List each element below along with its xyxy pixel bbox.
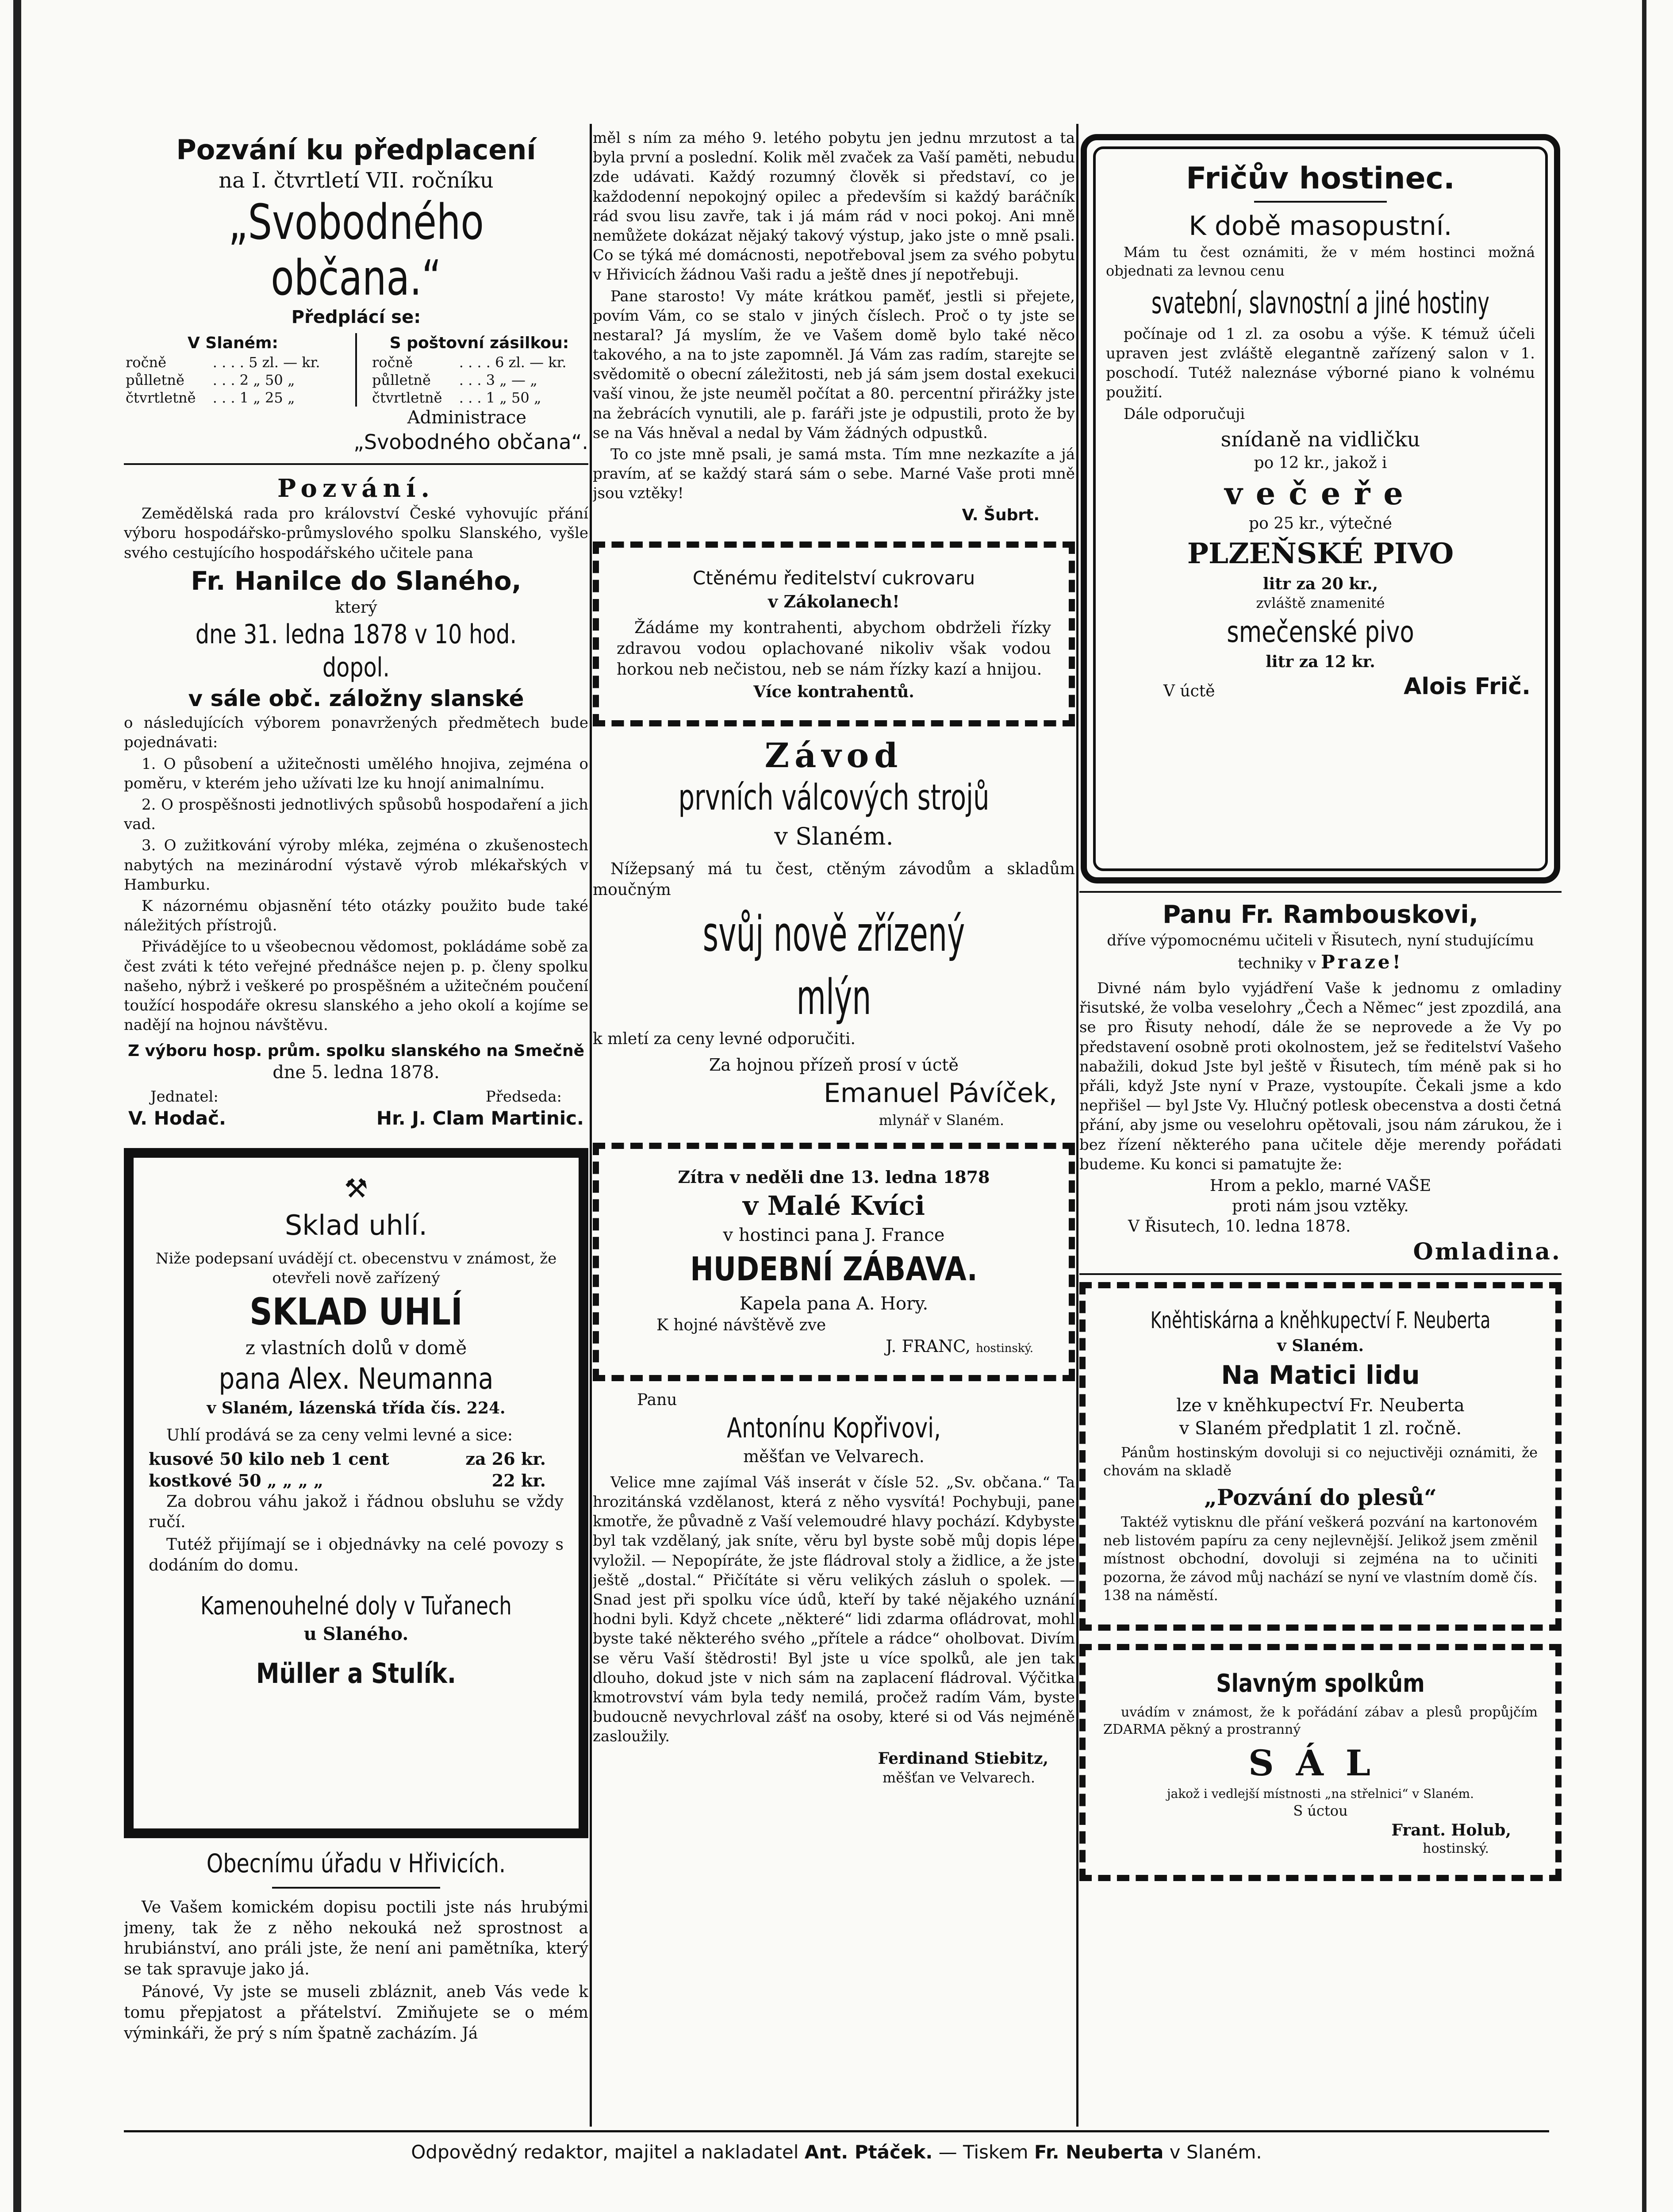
letter-paragraph: Ve Vašem komickém dopisu poctili jste nás hrubými jmeny, tak že z něho nekouká než sprostnost a hrubiánství, ano práli jste, že není ani pamětníka, který se tak spravuje jako já. — [124, 1898, 588, 1979]
hall-title: Slavným spolkům — [1216, 1669, 1425, 1698]
sugar-signature: Více kontrahentů. — [753, 683, 914, 702]
price-table-local-rows — [124, 353, 342, 407]
rambousek-verse-2: proti nám jsou vztěky. — [1232, 1197, 1409, 1216]
price-table-post — [370, 333, 588, 407]
coal-title: Sklad uhlí. — [284, 1209, 428, 1242]
column-1 — [124, 128, 588, 2091]
coal-orders: Tutéž přijímají se i objednávky na celé povozy s dodáním do domu. — [149, 1536, 564, 1575]
inn-beer-2: smečenské pivo — [1227, 614, 1414, 649]
divider — [124, 463, 588, 465]
inn-breakfast-price: po 12 kr., jakož i — [1254, 453, 1387, 472]
dance-big: HUDEBNÍ ZÁBAVA. — [690, 1250, 978, 1289]
hall-big: SÁL — [1248, 1742, 1393, 1784]
price-table-divider — [355, 333, 357, 407]
crossed-hammers-icon: ⚒ — [344, 1173, 368, 1205]
letter-paragraph: Pánové, Vy jste se museli zbláznit, aneb Vás vede k tomu přepjatost a přátelství. Zmiňujete se o mém výminkáři, že prý s ním špatně zacházím. Já — [124, 1982, 588, 2043]
inn-beer: PLZEŇSKÉ PIVO — [1187, 537, 1454, 570]
imprint-editor: Ant. Ptáček. — [804, 2141, 933, 2163]
coal-lead: Niže podepsaní uvádějí ct. obecenstvu v známost, že otevřeli nově zařízený — [155, 1250, 557, 1287]
coal-mine: Kamenouhelné doly v Tuřanech — [200, 1591, 512, 1621]
mill-role: mlynář v Slaném. — [879, 1112, 1004, 1129]
title-underline — [272, 1887, 440, 1889]
mill-name: Emanuel Pávíček, — [824, 1078, 1057, 1109]
rambousek-body: Divné nám bylo vyjádření Vaše k jednomu z omladiny řisutské, že volba veselohry „Čech a Němec“ jest zpozdilá, ana se pro Řisuty nehodí, dále že se neprovede a že Vy po představení osobně proti okolnostem, jež se ředitelství Vašeho nabažili, dokud Jste byl ještě v Řisutech, tím méně pak si ho přáli, když Jste nyní v Praze, vystoupíte. Čekali jsme a kdo nepřišel — byl Jste Vy. Hlučný potlesk obecenstva a dosti četná přání, aby jsme ou veselohru opětovali, jsou nám zárukou, že i bez řízení některého pana učitele děje merendy pořádati budeme. Ku konci si pamatujte že: — [1079, 979, 1562, 1173]
lecture-invite: Přivádějíce to u všeobecnou vědomost, pokládáme sobě za čest zváti k této veřejné přednášce nejen p. p. členy spolku našeho, nýbrž i veškeré po prospěšném a užitečném poučení toužící hospodáře okresu slanského a jeho okolí a kojíme se nadějí na hojnou návštěvu. — [124, 938, 588, 1034]
coal-price-1 — [149, 1448, 564, 1470]
lecture-note: K názornému objasnění této otázky použito bude také náležitých přístrojů. — [124, 897, 588, 935]
kopriva-body: Velice mne zajímal Váš inserát v čísle 52. „Sv. občana.“ Ta hrozitánská vzdělanost, která z něho vysvítá! Pochybuji, pane kmotře, že půvadně z Vaší velemoudré hlavy pochází. Kdybyste byl tak vzdělaný, jak sníte, věru byl byste sobě můj dopis lépe vyložil. — Nepopíráte, že jste fládroval stoly a židlice, a že jste ještě „dostal.“ Přičítáte si věru velikých zásluh o spolek. — Snad jest při spolku více údů, kteří by také nějakého uznání hodni byli. Když chcete „některé“ lidi zdarma ofládrovat, mohl byste také některého svého „přítele a rádce“ oholbovat. Divím se věru Vaší štědrosti! Byl jste u více spolků, ale jen tak dlouho, dokud jste v nich sám na zaplacení fládroval. Výčitka kmotrovství vám byla tedy nemilá, pročež radím Vám, byste budoucně nevychrloval zášť na osoby, které si od Vás nejméně zasloužily. — [593, 1473, 1075, 1746]
hall-lead: uvádím v známost, že k pořádání zábav a plesů propůjčím ZDARMA pěkný a prostranný — [1103, 1704, 1538, 1737]
mill-subtitle: prvních válcových strojů — [678, 776, 990, 818]
bookshop-invitations: „Pozvání do plesů“ — [1204, 1484, 1437, 1510]
admin-line-1: Administrace — [407, 407, 526, 428]
hall-signature: Frant. Holub, — [1391, 1820, 1511, 1839]
newspaper-name: „Svobodného občana.“ — [228, 193, 484, 307]
signature-right: Hr. J. Clam Martinic. — [376, 1107, 584, 1129]
letter-paragraph: měl s ním za mého 9. letého pobytu jen jednu mrzutost a ta byla první a poslední. Kolik měl zvaček za Vaší paměti, nebudu zde udávati. Každý rozumný člověk si představí, co je každodenní nepokojný opilec a především si každý baráčník rád svou lisu zavře, tak i já mám rád v noci pokoj. Ani mně nemůžete dokázat nějaký takový výstup, jako jste o mně psali. Co se týká mé domácnosti, nepotřeboval jsem za svého pobytu v Hřivicích žádnou Vaši radu a ještě dnes jí nepotřebuji. — [593, 129, 1075, 284]
letter-signature: V. Šubrt. — [962, 506, 1040, 524]
rambousek-city: Praze! — [1321, 951, 1404, 973]
letter-to-hrivice — [124, 1847, 588, 2044]
inn-lead: Mám tu čest oznámiti, že v mém hostinci možná objednati za levnou cenu — [1106, 244, 1535, 279]
bookshop-title: Kněhtiskárna a kněhkupectví F. Neuberta — [1150, 1307, 1491, 1334]
letter-continuation — [593, 128, 1075, 526]
role-right: Předseda: — [485, 1087, 562, 1106]
kopriva-signature: Ferdinand Stiebitz, — [878, 1749, 1048, 1768]
bookshop-paragraph-2: Taktéž vytisknu dle přání veškerá pozvání na kartonovém neb listovém papíru za ceny nejlevnější. Jelikož jsem změnil místnost obchodní, dovoluji si zejména na to učiniti pozorna, že závod můj nachází se nyní ve vlastním domě čís. 138 na náměstí. — [1103, 1513, 1538, 1604]
coal-price-2-label: kostkové 50 „ „ „ „ — [149, 1471, 324, 1491]
hall-line: jakož i vedlejší místnosti „na střelnici“ v Slaném. — [1166, 1786, 1474, 1801]
mill-lead: Nížepsaný má tu čest, ctěným závodům a skladům moučným — [593, 860, 1075, 899]
coal-line: z vlastních dolů v domě — [245, 1337, 467, 1359]
imprint-printer: Fr. Neuberta — [1034, 2141, 1164, 2163]
bookshop-ad — [1079, 1282, 1562, 1631]
mill-big: svůj nově zřízený mlýn — [702, 905, 965, 1025]
price-table-post-head: S poštovní zásilkou: — [389, 334, 569, 353]
mill-place: v Slaném. — [774, 822, 894, 850]
letter-paragraph: Pane starosto! Vy máte krátkou paměť, jestli si přejete, povím Vám, co se stalo v jiných číslech. Proč o ty jste se nestaral? Já myslím, že ve Vašem domě bylo také něco takového, a na to jste zapomněl. Já Vám zas radím, starejte se svědomitě o obecní záležitosti, neb já sám jsem dostal exekuci vaší vinou, že jste neuměl počítat a 80. percentní přirážky jste na žebrácích vynutili, ale p. faráři jste je odpustili, proto že by se na Vás hněval a nedal by Vám žádných odpustků. — [593, 287, 1075, 442]
column-rule-right — [1076, 124, 1078, 2127]
role-left: Jednatel: — [150, 1087, 219, 1106]
lecture-date2: dne 5. ledna 1878. — [272, 1062, 440, 1083]
lecture-speaker: Fr. Hanilce do Slaného, — [191, 565, 522, 596]
letter-paragraph: To co jste mně psali, je samá msta. Tím mne nezkazíte a já pravím, ať se každý stará sám o sebe. Marné Vaše proti mně jsou vztěky! — [593, 445, 1075, 503]
letter-title: Obecnímu úřadu v Hřivicích. — [206, 1848, 506, 1879]
rambousek-sub — [1079, 931, 1562, 974]
inn-breakfast: snídaně na vidličku — [1220, 427, 1420, 451]
rambousek-verse-1: Hrom a peklo, marné VAŠE — [1209, 1176, 1431, 1195]
mill-tail: k mletí za ceny levné odporučiti. — [593, 1029, 856, 1048]
rambousek-sub-text: dříve výpomocnému učiteli v Řisutech, nyní studujícímu techniky v — [1107, 931, 1534, 973]
kopriva-signature-role: měšťan ve Velvarech. — [882, 1769, 1035, 1786]
inn-title: Fričův hostinec. — [1186, 161, 1455, 196]
imprint-text-2: — Tiskem — [938, 2141, 1028, 2163]
price-table-post-rows — [370, 353, 588, 407]
coal-price-2-value: 22 kr. — [491, 1471, 546, 1491]
coal-big: SKLAD UHLÍ — [249, 1290, 463, 1334]
coal-price-1-label: kusové 50 kilo neb 1 cent — [149, 1448, 389, 1469]
inn-paragraph: počínaje od 1 zl. za osobu a výše. K témuž účeli upraven jest zvláště elegantně zařízený salon v 1. poschodí. Tutéž naleznáse výborné piano k volnému použití. — [1106, 325, 1535, 402]
mill-title: Závod — [764, 735, 903, 775]
sugar-factory-notice — [593, 541, 1075, 726]
subscription-notice — [124, 133, 588, 455]
rambousek-title: Panu Fr. Rambouskovi, — [1163, 900, 1478, 929]
coal-price-2 — [149, 1470, 564, 1491]
sugar-title: Ctěnému ředitelství cukrovaru — [692, 567, 975, 589]
price-table-local-head: V Slaném: — [188, 334, 278, 353]
coal-owner: pana Alex. Neumanna — [219, 1362, 494, 1396]
inn-dinner: večeře — [1224, 475, 1416, 512]
inn-beer-note: zvláště znamenité — [1256, 594, 1385, 611]
kopriva-name: Antonínu Kopřivovi, — [727, 1411, 941, 1444]
mill-ask: Za hojnou přízeň prosí v úctě — [709, 1055, 959, 1075]
lecture-ktery: který — [335, 599, 377, 617]
dance-signature — [617, 1336, 1051, 1357]
hall-ad — [1079, 1644, 1562, 1881]
sugar-place: v Zákolanech! — [768, 591, 900, 612]
lecture-lead: o následujících výborem ponavržených předmětech bude pojednávati: — [124, 714, 588, 752]
inn-dinner-price: po 25 kr., výtečné — [1249, 514, 1392, 533]
price-table-local — [124, 333, 342, 407]
inn-beer-2-price: litr za 12 kr. — [1266, 652, 1375, 671]
kopriva-role: měšťan ve Velvarech. — [743, 1447, 925, 1467]
table-row: čtvrtletně . . . 1 „ 50 „ — [372, 389, 541, 407]
sugar-body: Žádáme my kontrahenti, abychom obdrželi řízky zdravou vodou oplachované nikoliv však vodou horkou neb nečistou, neb se nám řízky kazí a hnijou. — [617, 619, 1051, 679]
dance-line-2: v hostinci pana J. France — [723, 1225, 945, 1245]
footer-rule — [124, 2130, 1549, 2132]
dance-line-1: Zítra v neděli dne 13. ledna 1878 — [678, 1167, 990, 1187]
coal-promise: Za dobrou váhu jakož i řádnou obsluhu se vždy ručí. — [149, 1492, 564, 1532]
inn-signature: Alois Frič. — [1404, 673, 1531, 700]
inn-signature-row — [1106, 672, 1535, 702]
table-row: půlletně . . . 3 „ — „ — [372, 372, 537, 389]
lecture-date: dne 31. ledna 1878 v 10 hod. dopol. — [195, 619, 517, 684]
dance-signature-name: J. FRANC, — [886, 1336, 971, 1356]
coal-sale: Uhlí prodává se za ceny velmi levné a sice: — [166, 1426, 513, 1444]
subscription-title: Pozvání ku předplacení — [176, 134, 536, 166]
bookshop-line-1: lze v kněhkupectví Fr. Neuberta — [1176, 1395, 1465, 1416]
divider — [1079, 891, 1562, 893]
lecture-from: Z výboru hosp. prům. spolku slanského na Smečně — [127, 1042, 585, 1060]
kopriva-panu: Panu — [637, 1390, 677, 1409]
list-item: 3. O zužitkování výroby mléka, zejména o zkušenostech nabytých na mezinárodní výstavě výrob mlékařských v Hamburku. — [124, 837, 588, 894]
hall-respect: S úctou — [1293, 1802, 1348, 1819]
table-row: ročně . . . . 5 zl. — kr. — [126, 354, 320, 371]
bookshop-big: Na Matici lidu — [1221, 1360, 1420, 1390]
hall-role: hostinský. — [1423, 1840, 1489, 1856]
coal-price-1-value: za 26 kr. — [465, 1448, 546, 1469]
lecture-roles — [124, 1084, 588, 1106]
coal-firm: Müller a Stulík. — [256, 1657, 456, 1690]
inn-big: svatební, slavnostní a jiné hostiny — [1151, 285, 1489, 321]
subscription-line: na I. čtvrtletí VII. ročníku — [219, 168, 494, 193]
imprint — [124, 2141, 1549, 2163]
lecture-title: Pozvání. — [277, 474, 435, 503]
notice-rambousek — [1079, 899, 1562, 1267]
signature-left: V. Hodač. — [128, 1107, 226, 1129]
divider — [1079, 1273, 1562, 1275]
dance-ask: K hojné návštěvě zve — [656, 1316, 826, 1334]
scan-edge-right — [1642, 0, 1646, 2212]
rambousek-date: V Řisutech, 10. ledna 1878. — [1128, 1217, 1351, 1236]
column-3 — [1079, 128, 1562, 2091]
subscription-subhead: Předplácí se: — [291, 307, 421, 327]
dance-band: Kapela pana A. Hory. — [739, 1293, 929, 1314]
admin-line-2: „Svobodného občana“. — [353, 430, 588, 454]
inn-ad — [1079, 133, 1562, 885]
coal-address: v Slaném, lázenská třída čís. 224. — [207, 1398, 506, 1417]
dance-place: v Malé Kvíci — [742, 1190, 925, 1221]
lecture-place: v sále obč. záložny slanské — [188, 686, 524, 712]
inn-beer-price: litr za 20 kr., — [1262, 574, 1378, 593]
table-row: půlletně . . . 2 „ 50 „ — [126, 372, 295, 389]
lecture-intro: Zemědělská rada pro království České vyhovujíc přání výboru hospodářsko-průmyslového spolku Slanského, vyšle svého cestujícího hospodářského učitele pana — [124, 505, 588, 562]
imprint-text-1: Odpovědný redaktor, majitel a nakladatel — [411, 2141, 799, 2163]
bookshop-line-2: v Slaném předplatit 1 zl. ročně. — [1179, 1418, 1462, 1439]
column-rule-left — [590, 124, 592, 2127]
coal-ad — [124, 1148, 588, 1838]
table-row: ročně . . . . 6 zl. — kr. — [372, 354, 567, 371]
mill-ad — [593, 735, 1075, 1130]
inn-content — [1106, 159, 1535, 702]
list-item: 1. O působení a užitečnosti umělého hnojiva, zejména o poměru, v kterém jeho užívati lze ku hnojí animalnímu. — [124, 755, 588, 792]
list-item: 2. O prospěšnosti jednotlivých spůsobů hospodaření a jich vad. — [124, 796, 588, 833]
column-2 — [593, 128, 1075, 2091]
imprint-text-3: v Slaném. — [1169, 2141, 1262, 2163]
inn-time: K době masopustní. — [1189, 211, 1452, 242]
inn-paragraph-2: Dále odporučuji — [1124, 405, 1245, 423]
lecture-signatures — [124, 1106, 588, 1131]
dance-signature-role: hostinský. — [976, 1341, 1033, 1355]
scan-edge-left — [13, 0, 21, 2212]
dance-ad — [593, 1143, 1075, 1381]
bookshop-place: v Slaném. — [1277, 1336, 1364, 1356]
letter-kopriva — [593, 1390, 1075, 1787]
lecture-invitation — [124, 473, 588, 1130]
rambousek-signature: Omladina. — [1413, 1238, 1562, 1266]
price-tables — [124, 333, 588, 407]
inn-respect: V úctě — [1163, 682, 1215, 701]
coal-mine-2: u Slaného. — [303, 1624, 409, 1645]
title-underline — [1254, 201, 1387, 203]
table-row: čtvrtletně . . . 1 „ 25 „ — [126, 389, 295, 407]
bookshop-paragraph: Pánům hostinským dovoluji si co nejuctivěji oznámiti, že chovám na skladě — [1103, 1444, 1538, 1479]
